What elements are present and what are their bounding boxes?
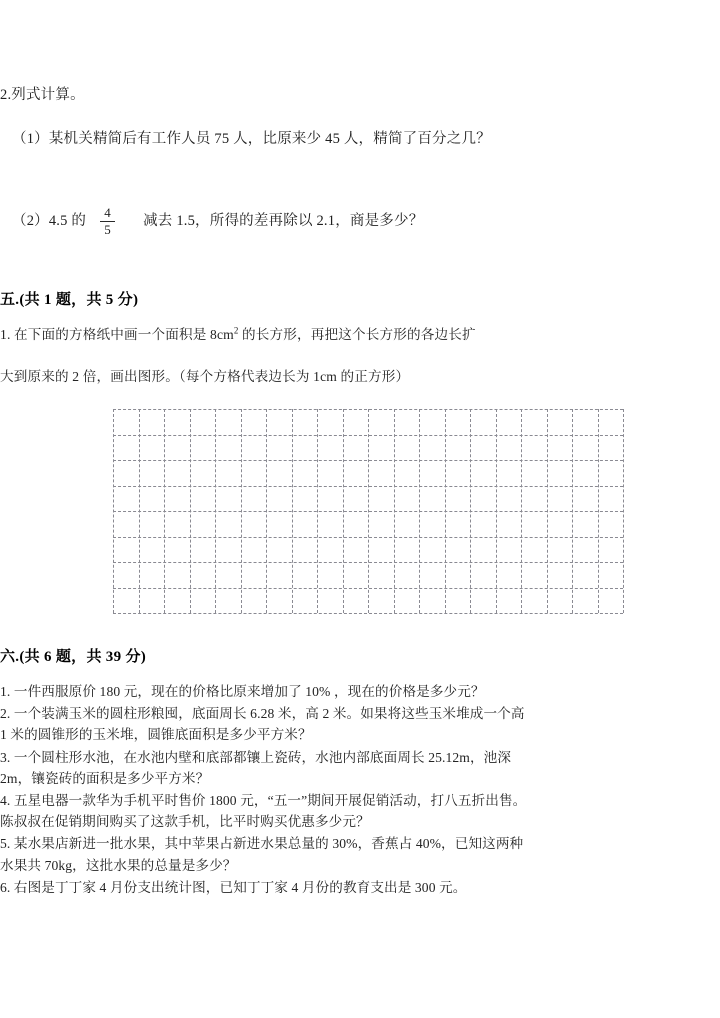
list-item: 1. 一件西服原价 180 元，现在的价格比原来增加了 10% ，现在的价格是多少元？ [0, 684, 485, 699]
question-text-before-unit: 1. 在下面的方格纸中画一个面积是 8cm [0, 327, 234, 342]
grid-line-horizontal [113, 409, 623, 410]
grid-line-horizontal [113, 460, 623, 461]
grid-line-horizontal [113, 435, 623, 436]
section-five-question-1-line-1 [0, 324, 520, 346]
list-calculation-item-2 [12, 207, 423, 237]
grid-line-horizontal [113, 562, 623, 563]
fraction-four-fifths [100, 206, 115, 236]
list-item: 5. 某水果店新进一批水果，其中苹果占新进水果总量的 30%，香蕉占 40%，已知这两种水果共 70kg，这批水果的总量是多少？ [0, 836, 524, 873]
item-2-suffix: 减去 1.5，所得的差再除以 2.1，商是多少？ [143, 213, 424, 230]
list-calculation-item-1: （1）某机关精简后有工作人员 75 人，比原来少 45 人，精简了百分之几？ [12, 131, 491, 147]
section-five-heading: 五.(共 1 题，共 5 分) [0, 292, 139, 308]
list-calculation-heading: 2.列式计算。 [0, 87, 85, 103]
item-2-prefix: （2）4.5 的 [12, 213, 87, 230]
grid-line-horizontal [113, 486, 623, 487]
square-exponent: 2 [233, 325, 239, 336]
list-item: 3. 一个圆柱形水池，在水池内壁和底部都镶上瓷砖，水池内部底面周长 25.12m，池深 2m，镶瓷砖的面积是多少平方米？ [0, 749, 512, 786]
list-item: 6. 右图是丁丁家 4 月份支出统计图，已知丁丁家 4 月份的教育支出是 300 元。 [0, 879, 467, 895]
section-five-question-1-line-2: 大到原来的 2 倍，画出图形。（每个方格代表边长为 1cm 的正方形） [0, 369, 410, 385]
grid-line-horizontal [113, 613, 623, 614]
grid-line-horizontal [113, 588, 623, 589]
question-text-after-unit: 的长方形，再把这个长方形的各边长扩 [238, 327, 476, 342]
section-six-heading: 六.(共 6 题，共 39 分) [0, 649, 147, 665]
fraction-numerator: 4 [104, 205, 111, 220]
list-item: 2. 一个装满玉米的圆柱形粮囤，底面周长 6.28 米，高 2 米。如果将这些玉米堆成一个高 1 米的圆锥形的玉米堆，圆锥底面积是多少平方米？ [0, 706, 525, 743]
fraction-denominator: 5 [104, 221, 111, 237]
section-five-question-1 [0, 324, 520, 388]
grid-line-horizontal [113, 511, 623, 512]
list-item: 4. 五星电器一款华为手机平时售价 1800 元，“五一”期间开展促销活动，打八五折出售。陈叔叔在促销期间购买了这款手机，比平时购买优惠多少元？ [0, 793, 527, 830]
grid-line-horizontal [113, 537, 623, 538]
section-six-question-list [0, 681, 528, 899]
grid-line-vertical [623, 409, 624, 613]
graph-paper-grid[interactable] [113, 409, 623, 613]
